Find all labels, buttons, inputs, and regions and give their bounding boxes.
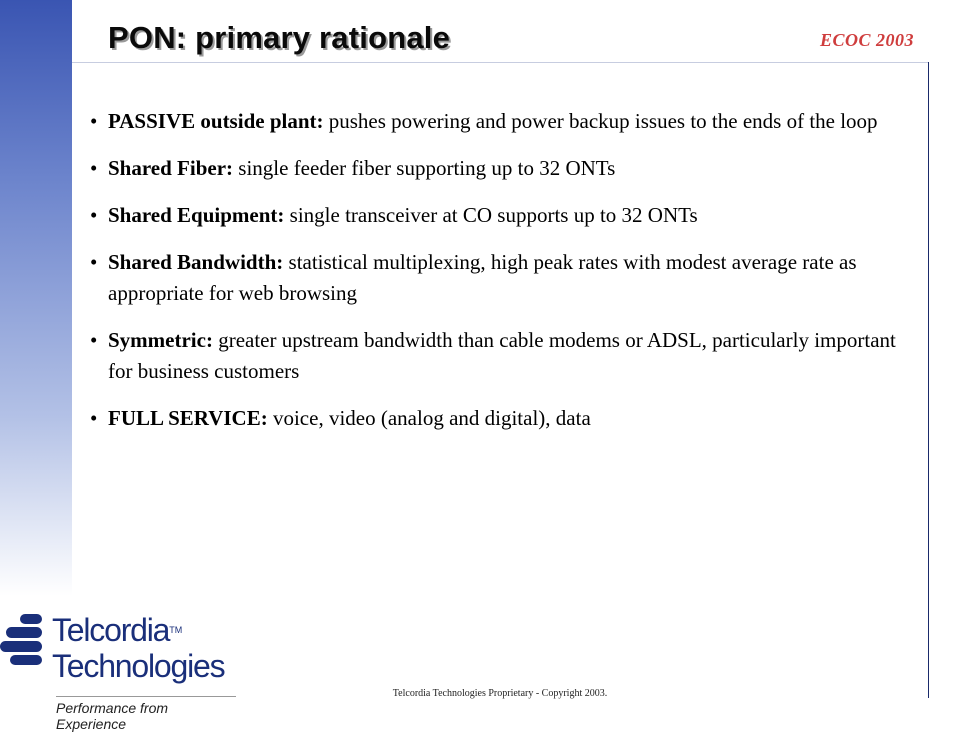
bullet-item [90,325,920,387]
frame-top-line [72,62,928,63]
bullet-term: Shared Bandwidth: [108,250,284,274]
bullet-item [90,153,920,184]
bullet-term: Shared Fiber: [108,156,234,180]
bullet-text: single feeder fiber supporting up to 32 ONTs [233,156,616,180]
bullet-text: pushes powering and power backup issues to the ends of the loop [323,109,878,133]
bullet-dot: • [90,250,98,274]
logo-line-1: Telcordia [52,612,170,648]
bullet-text: statistical multiplexing, high peak rates with modest average rate as appropriate for web browsing [108,250,857,305]
telcordia-logo-icon [0,614,52,670]
frame-right-line [928,62,929,698]
bullet-term: Shared Equipment: [108,203,285,227]
bullet-item [90,106,920,137]
telcordia-logo [0,612,240,732]
bullet-item [90,247,920,309]
bullet-dot: • [90,328,98,352]
bullet-term: Symmetric: [108,328,213,352]
bullet-dot: • [90,109,98,133]
logo-tagline: Performance from Experience [56,700,169,732]
bullet-dot: • [90,406,98,430]
conference-label: ECOC 2003 [819,30,914,50]
bullet-item [90,403,920,434]
bullet-text: greater upstream bandwidth than cable modems or ADSL, particularly important for business customers [108,328,896,383]
copyright-footer: Telcordia Technologies Proprietary - Copyright 2003. [392,688,608,699]
bullet-item [90,200,920,231]
logo-line-2: Technologies [52,648,225,684]
bullet-text: single transceiver at CO supports up to 32 ONTs [284,203,698,227]
slide-title: PON: primary rationale [108,20,451,55]
side-gradient-bar [0,0,72,596]
bullet-text: voice, video (analog and digital), data [267,406,591,430]
bullet-list [90,106,920,434]
logo-divider [56,696,236,697]
bullet-term: PASSIVE outside plant: [108,109,324,133]
bullet-term: FULL SERVICE: [108,406,268,430]
logo-wordmark [52,612,224,684]
logo-trademark: TM [169,625,183,635]
bullet-dot: • [90,156,98,180]
bullet-dot: • [90,203,98,227]
